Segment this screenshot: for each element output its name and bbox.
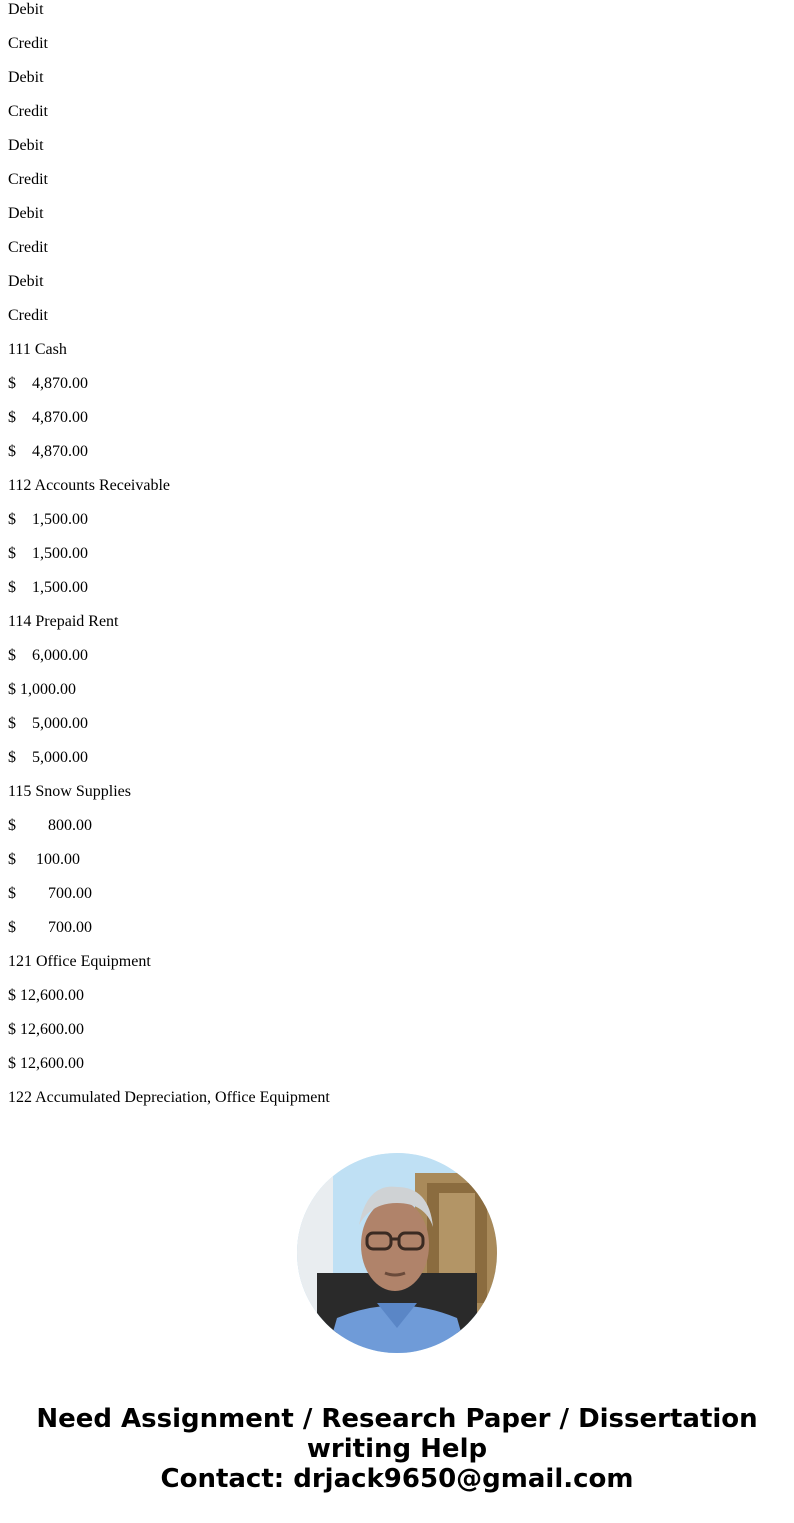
ledger-line: Debit <box>8 69 44 86</box>
ledger-amount: $ 4,870.00 <box>8 443 88 460</box>
ledger-amount: $ 12,600.00 <box>8 987 84 1004</box>
ledger-amount: $ 12,600.00 <box>8 1055 84 1072</box>
ledger-amount: $ 700.00 <box>8 919 92 936</box>
account-heading: 112 Accounts Receivable <box>8 477 171 494</box>
ledger-lines <box>8 0 788 1122</box>
ledger-amount: $ 800.00 <box>8 817 92 834</box>
ledger-amount: $ 4,870.00 <box>8 409 88 426</box>
ledger-amount: $ 1,500.00 <box>8 545 88 562</box>
ledger-amount: $ 700.00 <box>8 885 92 902</box>
ledger-amount: $ 100.00 <box>8 851 80 868</box>
portrait-image <box>297 1153 497 1353</box>
author-avatar <box>297 1153 497 1353</box>
account-heading: 111 Cash <box>8 341 67 358</box>
ledger-amount: $ 6,000.00 <box>8 647 88 664</box>
ledger-amount: $ 5,000.00 <box>8 715 88 732</box>
ledger-amount: $ 12,600.00 <box>8 1021 84 1038</box>
ledger-line: Credit <box>8 35 48 52</box>
promo-block <box>0 1404 794 1494</box>
account-heading: 121 Office Equipment <box>8 953 151 970</box>
ledger-amount: $ 4,870.00 <box>8 375 88 392</box>
ledger-line: Debit <box>8 205 44 222</box>
contact-email: Contact: drjack9650@gmail.com <box>160 1464 634 1494</box>
ledger-line: Credit <box>8 103 48 120</box>
ledger-line: Debit <box>8 273 44 290</box>
account-heading: 122 Accumulated Depreciation, Office Equipment <box>8 1089 330 1106</box>
ledger-amount: $ 1,500.00 <box>8 579 88 596</box>
ledger-line: Credit <box>8 307 48 324</box>
account-heading: 115 Snow Supplies <box>8 783 131 800</box>
promo-subheadline: writing Help <box>306 1434 488 1464</box>
ledger-line: Credit <box>8 239 48 256</box>
ledger-line: Debit <box>8 1 44 18</box>
ledger-line: Credit <box>8 171 48 188</box>
account-heading: 114 Prepaid Rent <box>8 613 119 630</box>
ledger-line: Debit <box>8 137 44 154</box>
ledger-amount: $ 1,000.00 <box>8 681 76 698</box>
promo-headline: Need Assignment / Research Paper / Dissertation <box>36 1404 758 1434</box>
ledger-amount: $ 1,500.00 <box>8 511 88 528</box>
ledger-amount: $ 5,000.00 <box>8 749 88 766</box>
